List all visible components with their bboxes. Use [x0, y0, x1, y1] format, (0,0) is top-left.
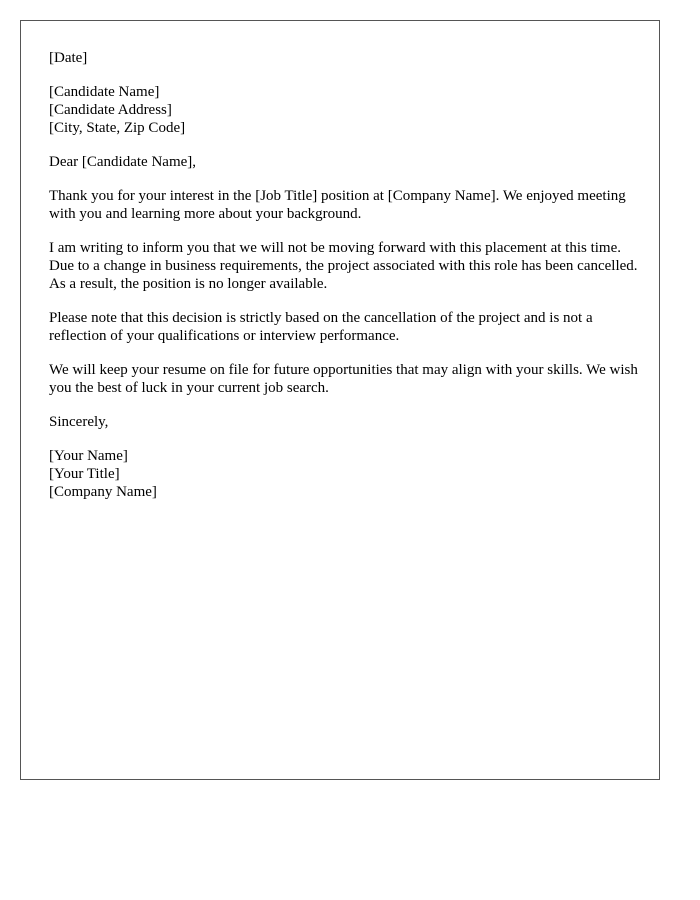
closing: Sincerely,: [49, 414, 109, 430]
paragraph-cancellation: I am writing to inform you that we will not be moving forward with this placement at this time. Due to a change in business requirements, the project associated with this role has been cancelled. As a result, the position is no longer available.: [49, 240, 638, 292]
signature-name: [Your Name]: [49, 448, 128, 464]
salutation: Dear [Candidate Name],: [49, 154, 197, 170]
signature-title: [Your Title]: [49, 466, 120, 482]
paragraph-resume-on-file: We will keep your resume on file for future opportunities that may align with your skills. We wish you the best of luck in your current job search.: [49, 362, 638, 396]
paragraph-decision-note: Please note that this decision is strictly based on the cancellation of the project and is not a reflection of your qualifications or interview performance.: [49, 310, 593, 344]
paragraph-interest: Thank you for your interest in the [Job Title] position at [Company Name]. We enjoyed meeting with you and learning more about your background.: [49, 188, 626, 222]
recipient-name: [Candidate Name]: [49, 84, 160, 100]
recipient-address-block: [49, 83, 639, 137]
letter-date: [Date]: [49, 50, 88, 66]
letter-page: [20, 20, 660, 780]
date-block: [49, 49, 639, 67]
recipient-address: [Candidate Address]: [49, 102, 172, 118]
letter-body: [49, 49, 639, 517]
salutation-block: [49, 153, 639, 171]
signature-block: [49, 447, 639, 501]
signature-company: [Company Name]: [49, 484, 157, 500]
closing-block: [49, 413, 639, 431]
recipient-city-state-zip: [City, State, Zip Code]: [49, 120, 186, 136]
